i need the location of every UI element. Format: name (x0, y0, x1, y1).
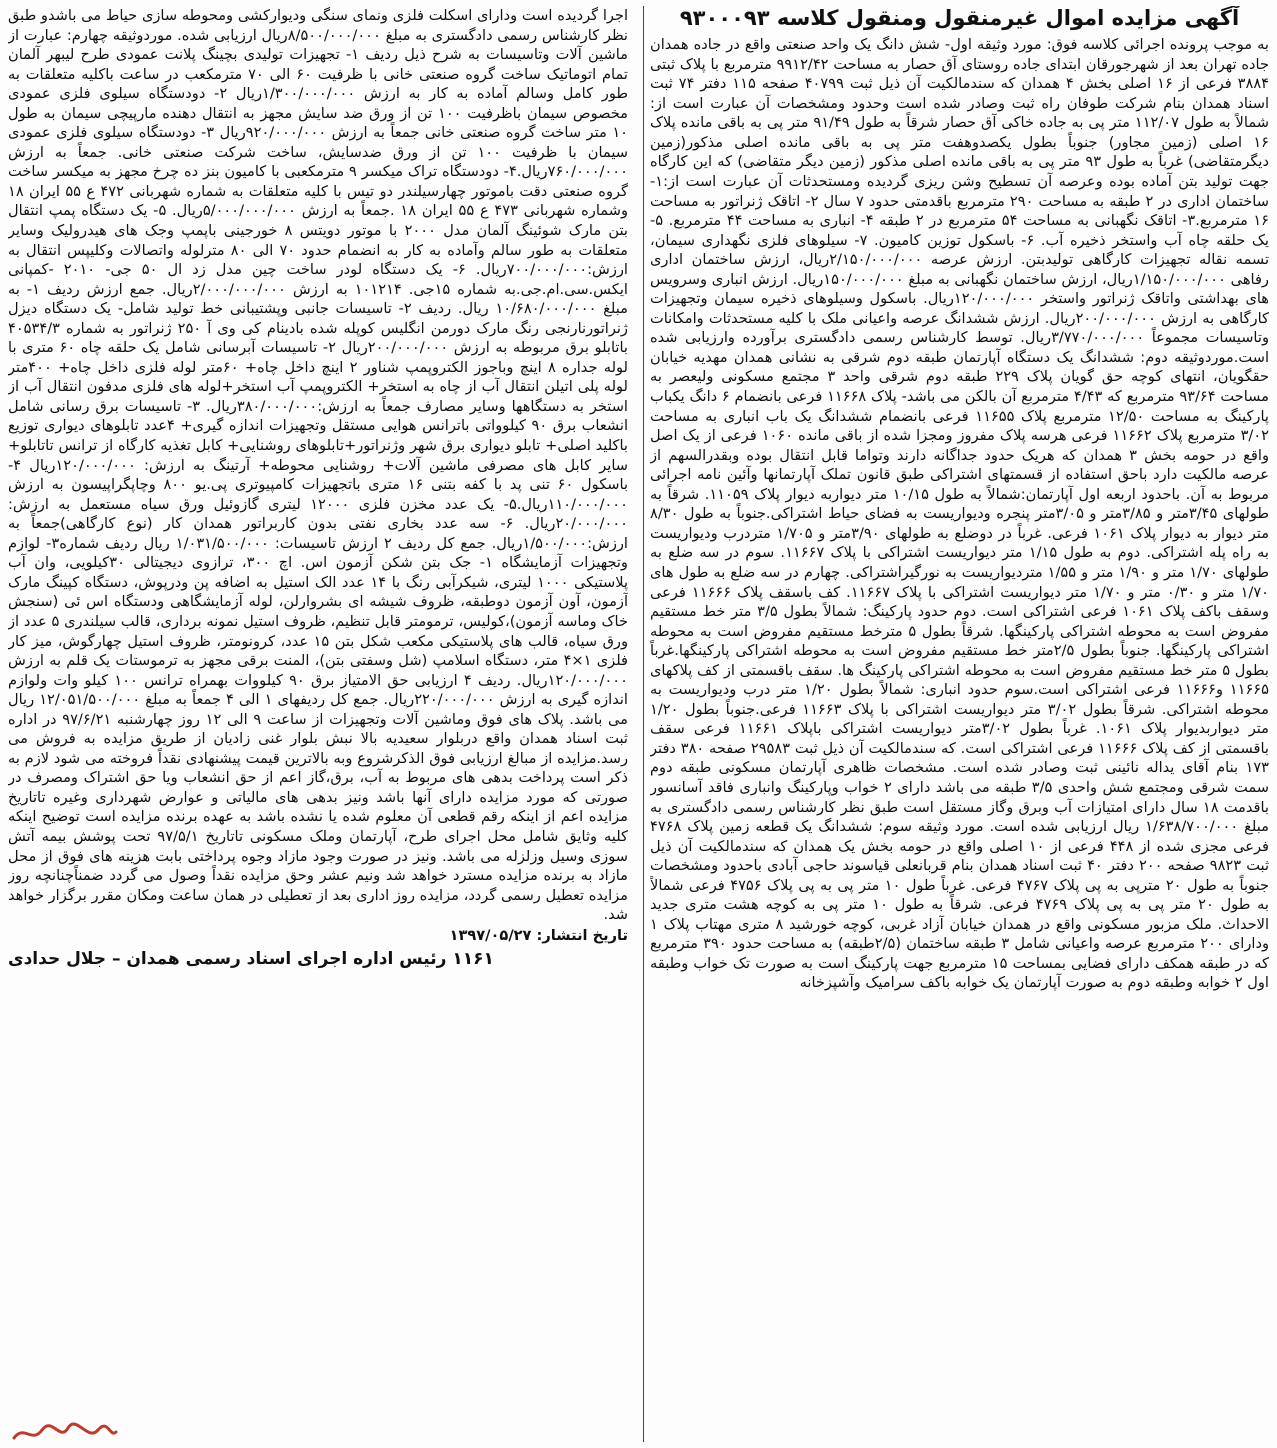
signature: ۱۱۶۱ رئیس اداره اجرای اسناد رسمی همدان – جلال حدادی (8, 948, 494, 969)
left-column (8, 6, 634, 1442)
handwritten-mark-icon (10, 1420, 120, 1446)
right-column-text: به موجب پرونده اجرائی کلاسه فوق: مورد وثیقه اول- شش دانگ یک واحد صنعتی واقع در جاده همدان جاده تهران بعد از شهرجورقان ابتدای جاده روستای آق حصار به مساحت ۹۹۱۲/۴۲ مترمربع با پلاک ثبتی ۳۸۸۴ فرعی از ۱۶ اصلی بخش ۴ همدان که سندمالکیت آن ذیل ثبت ۴۰۷۹۹ صفحه ۱۱۵ دفتر ۷۴ ثبت اسناد همدان بنام شرکت طوفان راه ثبت وصادر شده است وحدود ومشخصات آن عبارت است از: شمالاً به طول ۱۱۲/۰۷ متر پی به جاده خاکی آق حصار شرقاً به طول ۹۱/۴۹ متر پی به باقی مانده پلاک ۱۶ اصلی (زمین مجاور) جنوباً بطول یکصدوهفت متر پی به باقی مانده اصلی مذکور(زمین دیگرمتقاضی) غرباً به طول ۹۳ متر پی به باقی مانده اصلی مذکور (زمین دیگر متقاضی) که این کارگاه جهت تولید بتن آماده بوده وعرصه آن تسطیح وشن ریزی گردیده ومستحدثات آن عبارت است از:۱- ساختمان اداری در ۲ طبقه به مساحت ۲۹۰ مترمربع باقدمتی حدود ۷ سال ۲- اتاقک ژنراتور به مساحت ۱۶ مترمربع.۳- اتاقک نگهبانی به مساحت ۵۴ مترمربع در ۲ طبقه ۴- انباری به مساحت ۴۴ مترمربع. ۵- یک حلقه چاه آب واستخر ذخیره آب. ۶- باسکول توزین کامیون. ۷- سیلوهای فلزی نگهداری سیمان، تسمه نقاله تجهیزات کارگاهی تولیدبتن. ارزش عرصه ۲/۱۵۰/۰۰۰/۰۰۰ریال، ارزش ساختمان اداری رفاهی ۱/۱۵۰/۰۰۰/۰۰۰ریال، ارزش ساختمان نگهبانی به مبلغ ۱۵۰/۰۰۰/۰۰۰ریال. ارزش انباری وسرویس های بهداشتی واتاقک ژنراتور واستخر ۱۲۰/۰۰۰/۰۰۰ریال. باسکول وسیلوهای ذخیره سیمان وتجهیزات کارگاهی به ارزش ۲۰۰/۰۰۰/۰۰۰ریال. ارزش ششدانگ عرصه واعیانی ملک با کلیه مستحدثات وامکانات وتاسیسات مجموعاً ۳/۷۷۰/۰۰۰/۰۰۰ریال. توسط کارشناس رسمی دادگستری برآورده وارزیابی شده است.موردوثیقه دوم: ششدانگ یک دستگاه آپارتمان طبقه دوم شرقی به نشانی همدان مهدیه خیابان حقگویان، انتهای کوچه حق گویان پلاک ۲۲۹ طبقه دوم شرقی واحد ۳ مجتمع مسکونی ولیعصر به مساحت ۹۳/۶۴ مترمربع که ۴/۴۳ مترمربع آن بالکن می باشد- پلاک ۱۱۶۶۸ فرعی بانضمام ۶ دانگ یکباب پارکینگ به مساحت ۱۲/۵۰ مترمربع پلاک ۱۱۶۵۵ فرعی بانضمام ششدانگ یک باب انباری به مساحت ۳/۰۲ مترمربع پلاک ۱۱۶۶۲ فرعی هرسه پلاک مفروز ومجزا شده از باقی مانده ۱۰۶۰ فرعی از یک اصل واقع در حومه بخش ۳ همدان که هریک حدود جداگانه دارند وتواما قابل انتقال بوده وبقدرالسهم از عرصه مالکیت دارد باحق استفاده از قسمتهای اشتراکی طبق قانون تملک آپارتمانها وآئین نامه اجرائی مربوط به آن. باحدود اربعه اول آپارتمان:شمالاً به طول ۱۰/۱۵ متر دیواربه دیوار پلاک ۱۱۰۵۹. شرقاً به طولهای ۳/۴۵متر و ۳/۸۵متر و ۳/۰۵متر پنجره ودیواریست به فضای حیاط اشتراکی.جنوباً به طول ۸/۳۰ متر دیوار به دیوار پلاک ۱۰۶۱ فرعی. غرباً در دوضلع به طولهای ۳/۹۰متر و ۱/۷۰۵ متردرب ودیواریست به راه پله اشتراکی. دوم به طول ۱/۱۵ متر دیواریست اشتراکی با پلاک ۱۱۶۶۷. سوم در سه ضلع به طولهای ۱/۷۰ متر و ۱/۹۰ متر و ۱/۵۵ متردیواریست به نورگیراشتراکی. چهارم در سه ضلع به طول های ۱/۷۰ متر و ۰/۳۰ متر و ۱/۷۰ متر دیواریست اشتراکی با پلاک ۱۱۶۶۷. کف باسقف پلاک ۱۱۶۶۶ فرعی وسقف باکف پلاک ۱۰۶۱ فرعی اشتراکی است. دوم حدود پارکینگ: شمالاً بطول ۳/۵ متر خط مستقیم مفروض است به محوطه اشتراکی پارکینگها. شرقاً بطول ۵ مترخط مستقیم مفروض است به محوطه اشتراکی پارکینگها. جنوباً بطول ۲/۵متر خط مستقیم مفروض است به محوطه اشتراکی پارکینگها.غرباً بطول ۵ متر خط مستقیم مفروض است به محوطه اشتراکی پارکینگ ها. سقف باقسمتی از کف پلاکهای ۱۱۶۶۵ و۱۱۶۶۶ فرعی اشتراکی است.سوم حدود انباری: شمالاً بطول ۱/۲۰ متر درب ودیواریست به محوطه اشتراکی. شرقاً بطول ۳/۰۲ متر دیواریست اشتراکی با پلاک ۱۱۶۶۳ فرعی.جنوباً بطول ۱/۲۰ متر دیواربدیوار پلاک ۱۰۶۱. غرباً بطول ۳/۰۲متر دیواریست اشتراکی باپلاک ۱۱۶۶۱ فرعی سقف باقسمتی از کف پلاک ۱۱۶۶۶ فرعی اشتراکی است. که سندمالکیت آن ذیل ثبت ۲۹۵۸۳ صفحه ۳۸۰ دفتر ۱۷۳ بنام آقای یداله نائینی ثبت وصادر شده است. مشخصات ظاهری آپارتمان مسکونی طبقه دوم سمت شرقی ومجتمع شش واحدی ۳/۵ طبقه می باشد دارای ۲ خواب وپارکینگ وانباری فاقد آسانسور باقدمت ۱۸ سال دارای امتیازات آب وبرق وگاز مستقل است طبق نظر کارشناس رسمی دادگستری به مبلغ ۱/۶۳۸/۷۰۰/۰۰۰ ریال ارزیابی شده است. مورد وثیقه سوم: ششدانگ یک قطعه زمین پلاک ۴۷۶۸ فرعی مجزی شده از ۴۴۸ فرعی از ۱۰ اصلی واقع در حومه بخش یک همدان که سندمالکیت آن ذیل ثبت ۹۸۲۳ صفحه ۲۰۰ دفتر ۴۰ ثبت اسناد همدان بنام قربانعلی قیاسوند حاجی آبادی باحدود ومشخصات جنوباً به طول ۲۰ مترپی به پی پلاک ۴۷۶۷ فرعی. غرباً طول ۱۰ متر پی به پی پلاک ۴۷۵۶ فرعی شمالاً به طول ۲۰ متر پی به پی پلاک ۴۷۶۹ فرعی. شرقاً به طول ۱۰ متر پی به کوچه هشت متری جدید الاحداث. ملک مزبور مسکونی واقع در همدان خیابان آزاد غربی، کوچه خورشید ۸ متری مهتاب پلاک ۱ ودارای ۲۰۰ مترمربع عرصه واعیانی شامل ۳ طبقه ساختمان (۲/۵طبقه) به مساحت حدود ۳۹۰ مترمربع که در طبقه همکف دارای فضایی بمساحت ۱۵ مترمربع جهت پارکینگ است به صورت تک خواب وطبقه اول ۲ خوابه وطبقه دوم به صورت آپارتمان یک خوابه باکف سرامیک وآشپزخانه (650, 36, 1269, 992)
left-column-text: اجرا گردیده است ودارای اسکلت فلزی ونمای سنگی ودیوارکشی ومحوطه سازی حیاط می باشدو طبق نظر کارشناس رسمی دادگستری به مبلغ ۸/۵۰۰/۰۰۰/۰۰۰ریال ارزیابی شده. موردوثیقه چهارم: عبارت از ماشین آلات وتاسیسات به شرح ذیل ردیف ۱- تجهیزات تولیدی بچینگ پلانت عمودی طرح لیبهر آلمان تمام اتوماتیک ساخت گروه صنعتی خانی با ظرفیت ۶۰ الی ۷۰ مترمکعب در ساعت باکلیه متعلقات به طور کامل وسالم آماده به کار به ارزش ۱/۳۰۰/۰۰۰/۰۰۰ریال ۲- دودستگاه سیلوی فلزی عمودی مخصوص سیمان باظرفیت ۱۰۰ تن از ورق ضد سایش مجهز به انتقال دهنده مارپیچی سیمان به طول ۱۰ متر ساخت گروه صنعتی خانی جمعاً به ارزش ۹۲۰/۰۰۰/۰۰۰ریال ۳- دودستگاه سیلوی فلزی عمودی سیمان با ظرفیت ۱۰۰ تن از ورق ضدسایش، ساخت شرکت صنعتی خانی. جمعاً به ارزش ۷۶۰/۰۰۰/۰۰۰ریال.۴- دودستگاه تراک میکسر ۹ مترمکعبی با کامیون بنز ده چرخ مجهز به میکسر ساخت گروه صنعتی دقت باموتور چهارسیلندر دو تیس با کلیه متعلقات به شماره شهربانی ۴۷۲ ع ۵۵ ایران ۱۸ وشماره شهربانی ۴۷۳ ع ۵۵ ایران ۱۸ .جمعاً به ارزش ۵/۰۰۰/۰۰۰/۰۰۰ریال. ۵- یک دستگاه پمپ انتقال بتن مارک شوئینگ آلمان مدل ۲۰۰۰ با موتور دویتس ۸ خورجینی باپمپ وجک های هیدرولیک وسایر متعلقات به طور سالم وآماده به کار به انضمام حدود ۷۰ الی ۸۰ مترلوله واتصالات وکلیپس انتقال به ارزش:۷۰۰/۰۰۰/۰۰۰ریال. ۶- یک دستگاه لودر ساخت چین مدل زد ال ۵۰ جی- ۲۰۱۰ -کمپانی ایکس.سی.ام.جی.به شماره ۱۵جی. ۱۰۱۲۱۴ به ارزش ۲/۰۰۰/۰۰۰/۰۰۰ریال. جمع ارزش ردیف ۱- به مبلغ ۱۰/۶۸۰/۰۰۰/۰۰۰ ریال. ردیف ۲- تاسیسات جانبی وپشتیبانی خط تولید شامل- یک دستگاه دیزل ژنراتورنارنجی رنگ مارک دورمن انگلیس کوپله شده بادینام کی وی آ ۲۵۰ ژنراتور به شماره ۴۰۵۳۴/۳ باتابلو برق مربوطه به ارزش ۲۰۰/۰۰۰/۰۰۰ریال ۲- تاسیسات آبرسانی شامل یک حلقه چاه ۶۰ متری با لوله جداره ۸ اینچ وباجوز الکتروپمپ شناور ۲ اینچ داخل چاه+ ۶۰متر لوله فلزی داخل چاه+ ۴۰۰متر لوله پلی اتیلن انتقال آب از چاه به استخر+ الکتروپمپ آب استخر+لوله های فلزی مدفون انتقال آب از استخر به دستگاهها وسایر مصارف جمعاً به ارزش:۳۸۰/۰۰۰/۰۰۰ریال. ۳- تاسیسات برق رسانی شامل انشعاب برق ۹۰ کیلوواتی باترانس هوایی مستقل وتجهیزات اندازه گیری+ ۴عدد تابلوهای دیواری توزیع باکلید اصلی+ تابلو دیواری برق شهر وژنراتور+تابلوهای روشنایی+ کابل تغذیه کارگاه از ترانس تاتابلو+ سایر کابل های مصرفی ماشین آلات+ روشنایی محوطه+ آرتینگ به ارزش: ۱۲۰/۰۰۰/۰۰۰ریال ۴- باسکول ۶۰ تنی پد با کفه بتنی ۱۶ متری باتجهیزات کامپیوتری پی.یو ۸۰۰ وچاپگراپیسون به ارزش ۱۱۰/۰۰۰/۰۰۰ریال.۵- یک عدد مخزن فلزی ۱۲۰۰۰ لیتری گازوئیل ورق سیاه مستعمل به ارزش: ۲۰/۰۰۰/۰۰۰ریال. ۶- سه عدد بخاری نفتی بدون کاربراتور همدان کار (نوع کارگاهی)جمعاً به ارزش:۱/۵۰۰/۰۰۰ریال. جمع کل ردیف ۲ ارزش تاسیسات: ۱/۰۳۱/۵۰۰/۰۰۰ ریال ردیف شماره۳- لوازم وتجهیزات آزمایشگاه ۱- جک بتن شکن آزمون اس. اچ ۳۰۰، ترازوی دیجیتالی ۳۰کیلویی، وان آب پلاستیکی ۱۰۰۰ لیتری، شیکرآبی رنگ با ۱۴ عدد الک استیل به اضافه پن ودرپوش، دستگاه کپینگ مارک آزمون، آون آزمون دوطبقه، ظروف شیشه ای بشروارلن، لوله آزمایشگاهی ودستگاه اس ئی (سنجش خاک وماسه آزمون)،کولیس، ترمومتر قابل تنظیم، ظروف استیل نمونه برداری، قالب سیلندری ۵ عدد از ورق سیاه، قالب های پلاستیکی مکعب شکل بتن ۱۵ عدد، کرونومتر، ظروف استیل چهارگوش، میز کار فلزی ۱×۴ متر، دستگاه اسلامپ (شل وسفتی بتن)، المنت برقی مجهز به ترموستات یک قلم به ارزش ۱۲۰/۰۰۰/۰۰۰ریال. ردیف ۴ ارزیابی حق الامتیاز برق ۹۰ کیلووات بهمراه ترانس ۱۰۰ کیلو وات ولوازم اندازه گیری به ارزش ۲۲۰/۰۰۰/۰۰۰ریال. جمع کل ردیفهای ۱ الی ۴ جمعاً به مبلغ ۱۲/۰۵۱/۵۰۰/۰۰۰ ریال می باشد. پلاک های فوق وماشین آلات وتجهیزات از ساعت ۹ الی ۱۲ روز چهارشنبه ۹۷/۶/۲۱ در اداره ثبت اسناد همدان واقع دربلوار سعیدیه بالا نبش بلوار غنی زادیان از طریق مزایده به فروش می رسد.مزایده از مبالغ ارزیابی فوق الذکرشروع وبه بالاترین قیمت پیشنهادی نقداً فروخته می شود لازم به ذکر است پرداخت بدهی های مربوط به آب، برق،گاز اعم از حق انشعاب ویا حق اشتراک ومصرف در صورتی که مورد مزایده دارای آنها باشد ونیز بدهی های مالیاتی و عوارض شهرداری وغیره تاتاریخ مزایده اعم از اینکه رقم قطعی آن معلوم شده یا نشده باشد به عهده برنده مزایده است توضیح اینکه کلیه وثایق شامل محل اجرای طرح، آپارتمان وملک مسکونی تاتاریخ ۹۷/۵/۱ تحت پوشش بیمه آتش سوزی وسیل وزلزله می باشد. ونیز در صورت وجود مازاد وجوه پرداختی بابت هزینه های فوق از محل مازاد به برنده مزایده مسترد خواهد شد ونیم عشر وحق مزایده نقداً وصول می گردد ضمناًچنانچه روز مزایده تعطیل رسمی گردد، مزایده روز اداری بعد از تعطیلی در همان ساعت ومکان مقرر برگزار خواهد شد. (8, 7, 628, 924)
right-column (643, 6, 1269, 1442)
publish-date: تاریخ انتشار: ۱۳۹۷/۰۵/۲۷ (449, 926, 628, 944)
notice-columns (8, 6, 1269, 1442)
notice-title: آگهی مزایده اموال غیرمنقول ومنقول کلاسه ۹۳۰۰۰۹۳ (679, 6, 1240, 30)
